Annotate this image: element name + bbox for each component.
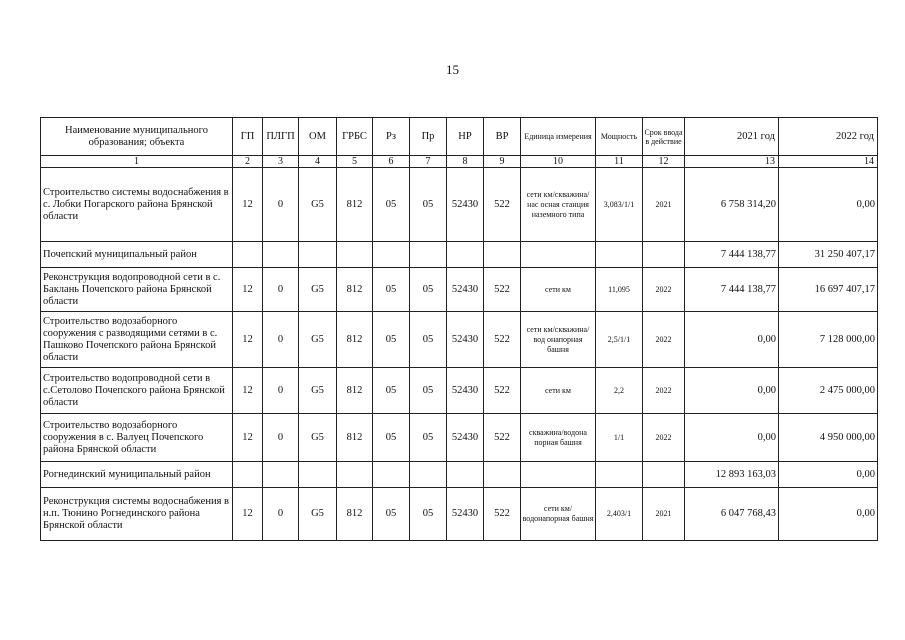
grbs-cell: 812	[337, 312, 373, 368]
unit-cell: сети км	[521, 268, 596, 312]
column-index: 12	[643, 156, 685, 168]
amount-2021: 0,00	[685, 414, 779, 462]
amount-2022: 31 250 407,17	[779, 242, 878, 268]
column-index: 9	[484, 156, 521, 168]
capacity-cell: 2,403/1	[596, 488, 643, 541]
pr-cell: 05	[410, 368, 447, 414]
grbs-cell: 812	[337, 414, 373, 462]
nr-cell: 52430	[447, 312, 484, 368]
pr-cell: 05	[410, 168, 447, 242]
column-index: 5	[337, 156, 373, 168]
om-cell	[299, 462, 337, 488]
amount-2021: 6 047 768,43	[685, 488, 779, 541]
amount-2021: 6 758 314,20	[685, 168, 779, 242]
gp-cell: 12	[233, 488, 263, 541]
term-cell: 2022	[643, 268, 685, 312]
table-row	[41, 168, 878, 242]
pr-cell	[410, 242, 447, 268]
om-cell: G5	[299, 268, 337, 312]
capacity-cell	[596, 462, 643, 488]
rz-cell: 05	[373, 268, 410, 312]
gp-cell	[233, 242, 263, 268]
capacity-cell: 11,095	[596, 268, 643, 312]
object-name: Почепский муниципальный район	[41, 242, 233, 268]
column-index: 13	[685, 156, 779, 168]
grbs-cell: 812	[337, 168, 373, 242]
gp-cell: 12	[233, 268, 263, 312]
gp-cell: 12	[233, 312, 263, 368]
budget-table	[40, 117, 878, 541]
vr-cell: 522	[484, 168, 521, 242]
table-row	[41, 368, 878, 414]
object-name: Реконструкция системы водоснабжения в н.п. Тюнино Рогнединского района Брянской области	[41, 488, 233, 541]
column-index: 11	[596, 156, 643, 168]
vr-cell: 522	[484, 312, 521, 368]
grbs-cell: 812	[337, 488, 373, 541]
table-row	[41, 312, 878, 368]
nr-cell: 52430	[447, 168, 484, 242]
term-cell: 2022	[643, 414, 685, 462]
header-2022: 2022 год	[779, 118, 878, 156]
rz-cell: 05	[373, 168, 410, 242]
pr-cell: 05	[410, 488, 447, 541]
amount-2021: 0,00	[685, 368, 779, 414]
grbs-cell: 812	[337, 268, 373, 312]
unit-cell: сети км	[521, 368, 596, 414]
unit-cell: сети км/скважина/вод онапорная башня	[521, 312, 596, 368]
om-cell: G5	[299, 168, 337, 242]
plgp-cell: 0	[263, 368, 299, 414]
column-index: 8	[447, 156, 484, 168]
column-index: 7	[410, 156, 447, 168]
plgp-cell: 0	[263, 168, 299, 242]
plgp-cell: 0	[263, 414, 299, 462]
vr-cell	[484, 242, 521, 268]
term-cell	[643, 242, 685, 268]
amount-2022: 0,00	[779, 168, 878, 242]
capacity-cell: 1/1	[596, 414, 643, 462]
nr-cell: 52430	[447, 268, 484, 312]
term-cell: 2021	[643, 488, 685, 541]
term-cell: 2022	[643, 312, 685, 368]
grbs-cell: 812	[337, 368, 373, 414]
unit-cell: сети км/водонапорная башня	[521, 488, 596, 541]
header-capacity: Мощность	[596, 118, 643, 156]
amount-2022: 0,00	[779, 462, 878, 488]
vr-cell	[484, 462, 521, 488]
column-index: 4	[299, 156, 337, 168]
plgp-cell: 0	[263, 268, 299, 312]
column-index: 1	[41, 156, 233, 168]
om-cell: G5	[299, 488, 337, 541]
pr-cell: 05	[410, 414, 447, 462]
vr-cell: 522	[484, 488, 521, 541]
header-om: ОМ	[299, 118, 337, 156]
om-cell	[299, 242, 337, 268]
header-2021: 2021 год	[685, 118, 779, 156]
amount-2022: 0,00	[779, 488, 878, 541]
header-grbs: ГРБС	[337, 118, 373, 156]
unit-cell: скважина/водона порная башня	[521, 414, 596, 462]
amount-2021: 0,00	[685, 312, 779, 368]
term-cell	[643, 462, 685, 488]
table-row	[41, 488, 878, 541]
capacity-cell: 2,5/1/1	[596, 312, 643, 368]
table-row	[41, 414, 878, 462]
gp-cell: 12	[233, 368, 263, 414]
capacity-cell: 3,083/1/1	[596, 168, 643, 242]
column-index: 2	[233, 156, 263, 168]
amount-2021: 7 444 138,77	[685, 268, 779, 312]
object-name: Строительство водозаборного сооружения с разводящими сетями в с. Пашково Почепского района Брянской области	[41, 312, 233, 368]
vr-cell: 522	[484, 414, 521, 462]
grbs-cell	[337, 462, 373, 488]
capacity-cell: 2,2	[596, 368, 643, 414]
om-cell: G5	[299, 414, 337, 462]
column-index: 6	[373, 156, 410, 168]
header-vr: ВР	[484, 118, 521, 156]
table-body	[41, 168, 878, 541]
header-name: Наименование муниципального образования; объекта	[41, 118, 233, 156]
nr-cell: 52430	[447, 414, 484, 462]
object-name: Реконструкция водопроводной сети в с. Баклань Почепского района Брянской области	[41, 268, 233, 312]
gp-cell: 12	[233, 168, 263, 242]
object-name: Строительство водопроводной сети в с.Сетолово Почепского района Брянской области	[41, 368, 233, 414]
gp-cell	[233, 462, 263, 488]
nr-cell: 52430	[447, 488, 484, 541]
gp-cell: 12	[233, 414, 263, 462]
column-index: 3	[263, 156, 299, 168]
pr-cell: 05	[410, 312, 447, 368]
rz-cell	[373, 242, 410, 268]
term-cell: 2021	[643, 168, 685, 242]
amount-2022: 16 697 407,17	[779, 268, 878, 312]
nr-cell	[447, 242, 484, 268]
rz-cell: 05	[373, 414, 410, 462]
object-name: Рогнединский муниципальный район	[41, 462, 233, 488]
amount-2022: 4 950 000,00	[779, 414, 878, 462]
nr-cell	[447, 462, 484, 488]
rz-cell	[373, 462, 410, 488]
vr-cell: 522	[484, 368, 521, 414]
unit-cell	[521, 242, 596, 268]
plgp-cell	[263, 242, 299, 268]
object-name: Строительство системы водоснабжения в с. Лобки Погарского района Брянской области	[41, 168, 233, 242]
table-row	[41, 268, 878, 312]
grbs-cell	[337, 242, 373, 268]
unit-cell: сети км/скважина/нас осная станция наземного типа	[521, 168, 596, 242]
table-row	[41, 462, 878, 488]
table-row	[41, 242, 878, 268]
rz-cell: 05	[373, 368, 410, 414]
amount-2022: 2 475 000,00	[779, 368, 878, 414]
page-number: 15	[446, 62, 459, 77]
column-index: 10	[521, 156, 596, 168]
table-header-row	[41, 118, 878, 156]
capacity-cell	[596, 242, 643, 268]
rz-cell: 05	[373, 312, 410, 368]
plgp-cell	[263, 462, 299, 488]
column-index: 14	[779, 156, 878, 168]
header-plgp: ПЛГП	[263, 118, 299, 156]
header-nr: НР	[447, 118, 484, 156]
header-rz: Рз	[373, 118, 410, 156]
plgp-cell: 0	[263, 312, 299, 368]
om-cell: G5	[299, 368, 337, 414]
header-gp: ГП	[233, 118, 263, 156]
unit-cell	[521, 462, 596, 488]
column-index-row	[41, 156, 878, 168]
vr-cell: 522	[484, 268, 521, 312]
object-name: Строительство водозаборного сооружения в с. Валуец Почепского района Брянской области	[41, 414, 233, 462]
amount-2021: 7 444 138,77	[685, 242, 779, 268]
pr-cell: 05	[410, 268, 447, 312]
om-cell: G5	[299, 312, 337, 368]
nr-cell: 52430	[447, 368, 484, 414]
header-term: Срок ввода в действие	[643, 118, 685, 156]
pr-cell	[410, 462, 447, 488]
header-unit: Единица измерения	[521, 118, 596, 156]
term-cell: 2022	[643, 368, 685, 414]
rz-cell: 05	[373, 488, 410, 541]
header-pr: Пр	[410, 118, 447, 156]
plgp-cell: 0	[263, 488, 299, 541]
amount-2021: 12 893 163,03	[685, 462, 779, 488]
amount-2022: 7 128 000,00	[779, 312, 878, 368]
